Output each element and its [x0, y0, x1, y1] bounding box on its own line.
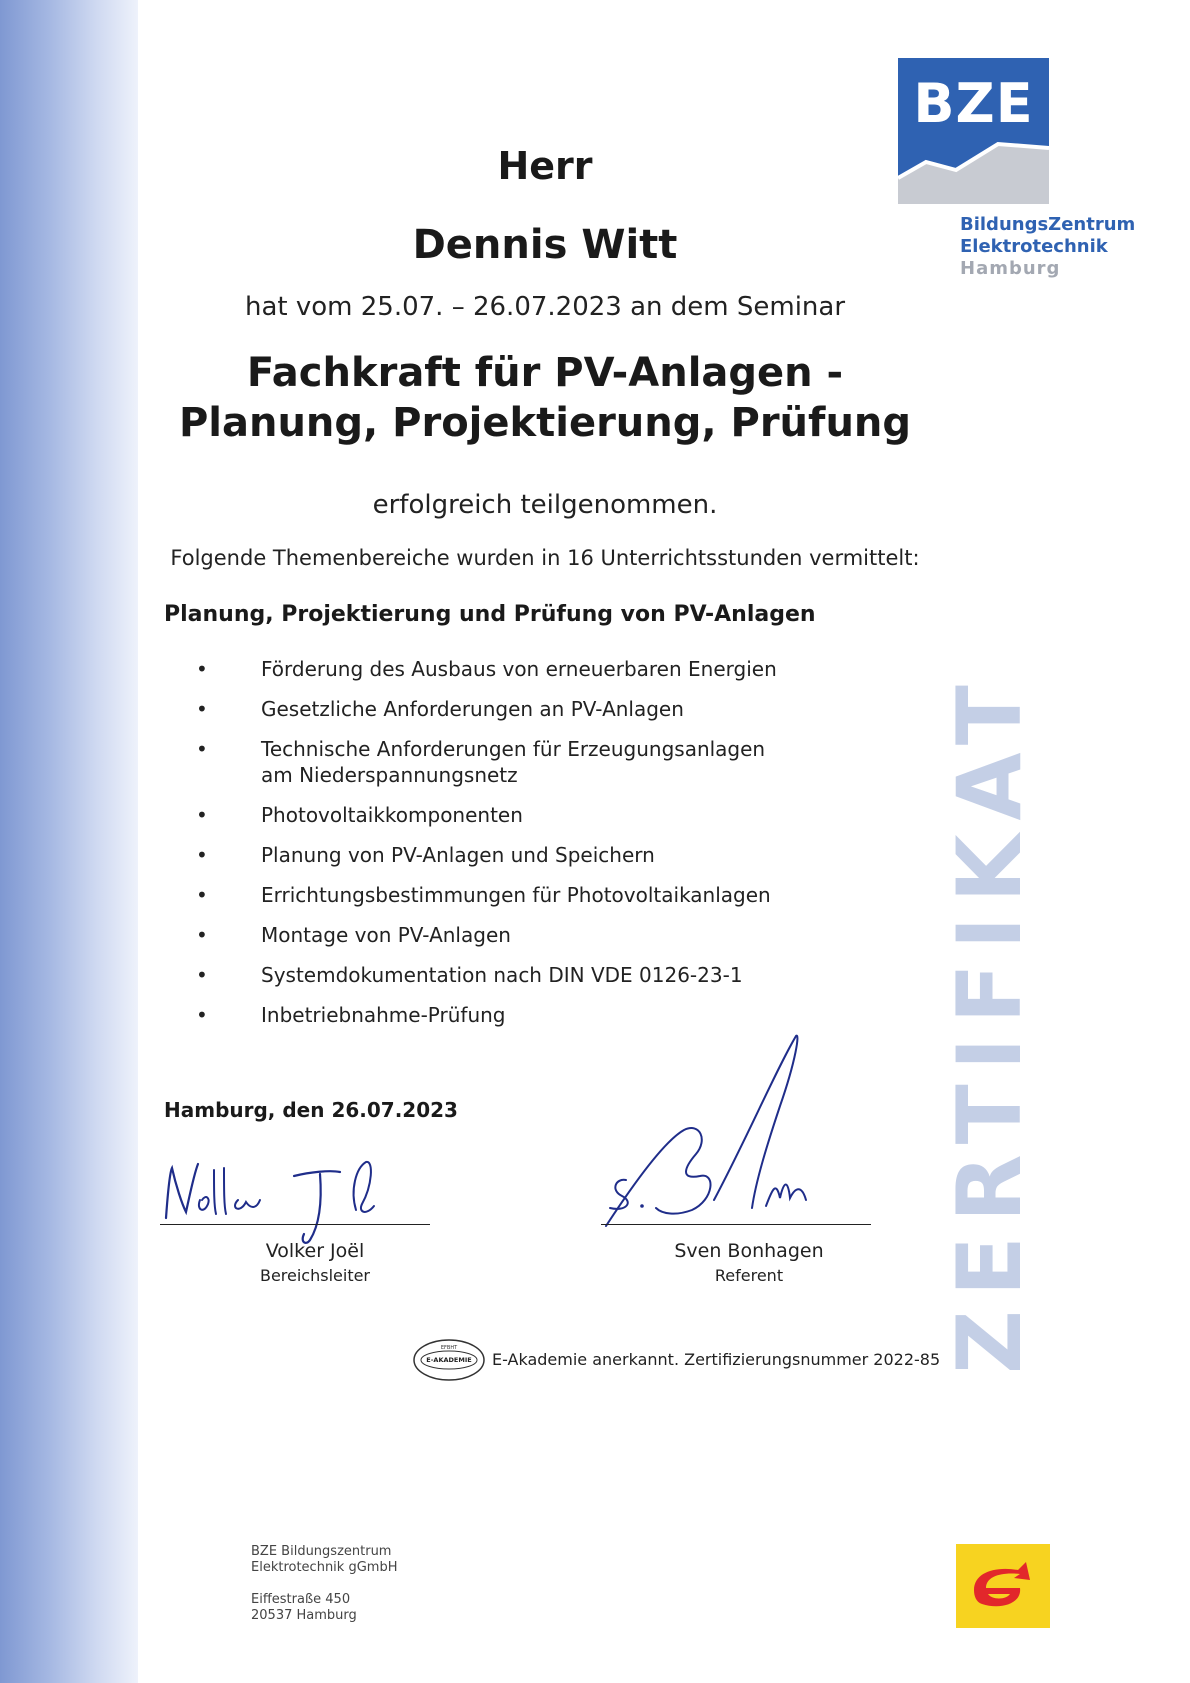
footer-address	[251, 1544, 397, 1624]
footer-line-2: Elektrotechnik gGmbH	[251, 1560, 398, 1575]
seminar-title	[150, 348, 940, 448]
participation-statement: erfolgreich teilgenommen.	[372, 490, 718, 520]
signature-line-1	[160, 1224, 430, 1225]
topic-item: • Photovoltaikkomponenten	[196, 802, 876, 828]
topic-item: • Systemdokumentation nach DIN VDE 0126-23-1	[196, 962, 876, 988]
topic-item: • Inbetriebnahme-Prüfung	[196, 1002, 876, 1028]
topic-item: • Errichtungsbestimmungen für Photovoltaikanlagen	[196, 882, 876, 908]
footer-line-4: 20537 Hamburg	[251, 1608, 357, 1623]
footer-line-3: Eiffestraße 450	[251, 1592, 351, 1607]
seal-middle-text: E-AKADEMIE	[426, 1356, 472, 1364]
recipient-salutation: Herr	[497, 144, 593, 188]
seminar-title-line-1: Fachkraft für PV-Anlagen -	[246, 350, 844, 396]
recipient-name: Dennis Witt	[412, 222, 678, 268]
topic-item-text: • Technische Anforderungen für Erzeugungsanlagen	[261, 737, 766, 761]
topic-item-text: Gesetzliche Anforderungen an PV-Anlagen	[261, 697, 684, 721]
signature-volker-joel	[160, 1150, 410, 1250]
logo-letters: BZE	[913, 72, 1034, 135]
signature-line-2	[601, 1224, 871, 1225]
signatory-2-role: Referent	[714, 1266, 784, 1285]
accreditation-note: E-Akademie anerkannt. Zertifizierungsnummer 2022-85	[492, 1350, 941, 1369]
seminar-intro: hat vom 25.07. – 26.07.2023 an dem Seminar	[244, 292, 846, 322]
e-mark-icon	[956, 1544, 1050, 1628]
signatory-2-name: Sven Bonhagen	[674, 1240, 824, 1262]
footer-gap	[251, 1576, 397, 1592]
e-handwerk-mark	[956, 1544, 1050, 1628]
seal-top-text: EFBHT	[440, 1345, 458, 1351]
signature-sven-bonhagen	[596, 1030, 856, 1240]
signatory-1-name: Volker Joël	[265, 1240, 365, 1262]
seminar-title-line-2: Planung, Projektierung, Prüfung	[178, 400, 912, 446]
section-heading: Planung, Projektierung und Prüfung von PV-Anlagen	[164, 602, 816, 627]
side-gradient-band	[0, 0, 138, 1683]
logo-line-1: BildungsZentrum	[960, 214, 1136, 235]
logo-wordmark	[960, 214, 1135, 280]
topic-item	[196, 696, 876, 722]
signatory-1-role: Bereichsleiter	[259, 1266, 371, 1285]
logo-line-2: Elektrotechnik	[960, 236, 1108, 257]
topic-item: • Förderung des Ausbaus von erneuerbaren Energien	[196, 656, 876, 682]
logo-line-3: Hamburg	[960, 258, 1061, 279]
place-and-date: Hamburg, den 26.07.2023	[164, 1098, 458, 1122]
topics-intro: Folgende Themenbereiche wurden in 16 Unterrichtsstunden vermittelt:	[170, 546, 920, 570]
topic-list	[196, 656, 876, 1042]
footer-line-1: BZE Bildungszentrum	[251, 1544, 392, 1559]
e-akademie-seal-icon	[412, 1338, 486, 1382]
topic-item-continuation: am Niederspannungsnetz	[261, 763, 518, 787]
zertifikat-text: ZERTIFIKAT	[938, 671, 1041, 1374]
topic-item: • Planung von PV-Anlagen und Speichern	[196, 842, 876, 868]
topic-item	[196, 736, 876, 788]
topic-item: • Montage von PV-Anlagen	[196, 922, 876, 948]
